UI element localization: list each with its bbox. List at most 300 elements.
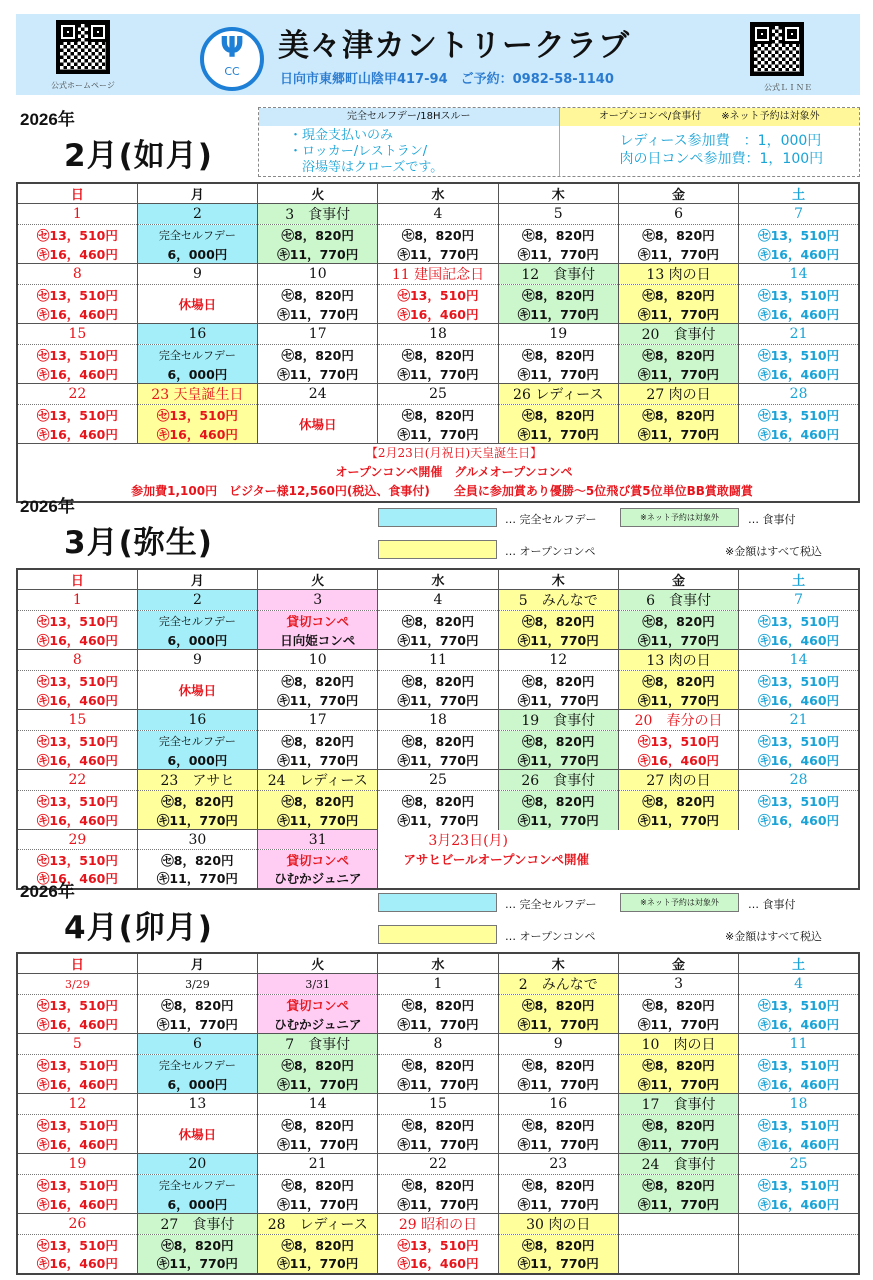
closed-day: 休場日: [137, 1115, 257, 1154]
day-cell-date[interactable]: 19: [498, 324, 618, 345]
self-cart-price: ㋝13，510円: [17, 345, 137, 365]
day-cell-date[interactable]: 8: [17, 264, 137, 285]
self-cart-price: ㋝8，820円: [618, 611, 738, 631]
self-day-label: 完全セルフデー: [137, 731, 257, 751]
self-cart-price: ㋝13，510円: [378, 1235, 498, 1255]
day-cell-date[interactable]: 18: [378, 710, 498, 731]
week-row: [17, 204, 859, 225]
weekday-header: 日: [17, 953, 137, 974]
caddie-price: ㋖11，770円: [498, 364, 618, 384]
month-title: 4月(卯月): [64, 910, 213, 946]
self-cart-price: ㋝13，510円: [17, 731, 137, 751]
caddie-price: ㋖16，460円: [17, 750, 137, 770]
caddie-price: ㋖11，770円: [618, 1194, 738, 1214]
self-cart-price: ㋝13，510円: [739, 1055, 859, 1075]
day-cell-date[interactable]: 8: [378, 1034, 498, 1055]
day-cell-date[interactable]: 28: [739, 770, 859, 791]
week-row: [17, 324, 859, 345]
self-day-price: 6，000円: [137, 1074, 257, 1094]
caddie-price: ㋖16，460円: [739, 364, 859, 384]
self-cart-price: ㋝13，510円: [17, 225, 137, 245]
day-cell-date[interactable]: 25: [378, 770, 498, 791]
self-cart-price: ㋝8，820円: [498, 1055, 618, 1075]
self-cart-price: ㋝8，820円: [378, 1175, 498, 1195]
day-cell-date[interactable]: 14: [739, 264, 859, 285]
self-cart-price: ㋝8，820円: [258, 345, 378, 365]
day-cell-date[interactable]: 3: [618, 974, 738, 995]
week-row: [17, 384, 859, 405]
self-cart-price: ㋝13，510円: [739, 225, 859, 245]
day-cell-date[interactable]: 17 食事付: [618, 1094, 738, 1115]
caddie-price: ㋖11，770円: [378, 1134, 498, 1154]
day-cell-date[interactable]: 29: [17, 830, 137, 850]
caddie-price: ㋖11，770円: [498, 810, 618, 830]
day-cell-date[interactable]: 15: [378, 1094, 498, 1115]
day-cell-date[interactable]: 13 肉の日: [618, 650, 738, 671]
weekday-header: 木: [498, 953, 618, 974]
self-cart-price: ㋝8，820円: [498, 225, 618, 245]
self-cart-price: ㋝8，820円: [498, 345, 618, 365]
day-cell-date[interactable]: 20 春分の日: [618, 710, 738, 731]
self-cart-price: ㋝13，510円: [17, 791, 137, 811]
weekday-header: 金: [618, 183, 738, 204]
day-cell-date[interactable]: 2: [137, 590, 257, 611]
day-cell-date[interactable]: 3/29: [137, 974, 257, 995]
event-note-date: 3月23日(月): [428, 832, 508, 849]
caddie-price: ㋖16，460円: [739, 810, 859, 830]
legend-open-swatch: [378, 540, 497, 559]
self-cart-price: ㋝13，510円: [17, 405, 137, 425]
week-row: [17, 1034, 859, 1055]
caddie-price: ㋖11，770円: [378, 750, 498, 770]
self-cart-price: ㋝8，820円: [378, 731, 498, 751]
club-address: 日向市東郷町山陰甲417-94 ご予約：0982-58-1140: [280, 72, 614, 87]
day-cell-date[interactable]: 9: [498, 1034, 618, 1055]
self-cart-price: ㋝13，510円: [618, 731, 738, 751]
legend-meal-swatch: ※ネット予約は対象外: [620, 508, 739, 527]
day-cell-date[interactable]: 7: [739, 590, 859, 611]
day-cell-date[interactable]: 23 アサヒ: [137, 770, 257, 791]
day-cell-date[interactable]: 30 肉の日: [498, 1214, 618, 1235]
year-label: 2026年: [20, 882, 75, 901]
week-row: [17, 830, 859, 850]
caddie-price: ㋖11，770円: [378, 244, 498, 264]
club-logo: [200, 27, 264, 91]
caddie-price: ㋖11，770円: [618, 304, 738, 324]
day-cell-date[interactable]: 1: [17, 590, 137, 611]
caddie-price: ㋖11，770円: [618, 244, 738, 264]
self-cart-price: ㋝8，820円: [258, 671, 378, 691]
day-cell-date[interactable]: 14: [258, 1094, 378, 1115]
caddie-price: ㋖11，770円: [498, 690, 618, 710]
day-cell-date[interactable]: 10 肉の日: [618, 1034, 738, 1055]
self-cart-price: ㋝13，510円: [739, 671, 859, 691]
day-cell-date[interactable]: 4: [378, 204, 498, 225]
meat-day-fee: 肉の日コンペ参加費：1，100円: [619, 151, 824, 167]
day-cell-date[interactable]: 16: [498, 1094, 618, 1115]
self-cart-price: ㋝8，820円: [618, 1055, 738, 1075]
self-cart-price: ㋝8，820円: [498, 731, 618, 751]
caddie-price: ㋖11，770円: [498, 1074, 618, 1094]
day-cell-date[interactable]: 12: [498, 650, 618, 671]
self-cart-price: ㋝8，820円: [137, 791, 257, 811]
day-cell-date[interactable]: 11: [378, 650, 498, 671]
day-cell-date[interactable]: 30: [137, 830, 257, 850]
event-detail: 日向姫コンペ: [258, 630, 378, 650]
self-cart-price: ㋝8，820円: [618, 225, 738, 245]
weekday-header: 火: [258, 953, 378, 974]
day-cell-date[interactable]: 1: [378, 974, 498, 995]
caddie-price: ㋖11，770円: [378, 1194, 498, 1214]
caddie-price: ㋖11，770円: [618, 810, 738, 830]
logo-text: CC: [224, 65, 240, 78]
weekday-header: 日: [17, 569, 137, 590]
self-cart-price: ㋝8，820円: [498, 1235, 618, 1255]
caddie-price: ㋖11，770円: [137, 810, 257, 830]
caddie-price: ㋖11，770円: [498, 244, 618, 264]
day-cell-date[interactable]: 26: [17, 1214, 137, 1235]
note-event: オープンコンペ開催 グルメオープンコンペ: [335, 465, 573, 479]
trident-icon: Ψ: [220, 31, 244, 64]
self-cart-price: ㋝8，820円: [618, 671, 738, 691]
month-title: 3月(弥生): [64, 525, 213, 561]
caddie-price: ㋖11，770円: [258, 1254, 378, 1274]
self-cart-price: ㋝8，820円: [137, 850, 257, 870]
day-cell-date[interactable]: 13 肉の日: [618, 264, 738, 285]
day-cell-date[interactable]: 21: [258, 1154, 378, 1175]
day-cell-date[interactable]: 24 食事付: [618, 1154, 738, 1175]
self-cart-price: ㋝8，820円: [258, 731, 378, 751]
caddie-price: ㋖11，770円: [258, 1074, 378, 1094]
day-cell-date[interactable]: 31: [258, 830, 378, 850]
day-cell-date[interactable]: 18: [739, 1094, 859, 1115]
self-cart-price: ㋝8，820円: [618, 345, 738, 365]
self-cart-price: ㋝13，510円: [739, 405, 859, 425]
day-cell-date[interactable]: 26 食事付: [498, 770, 618, 791]
self-cart-price: ㋝8，820円: [618, 285, 738, 305]
info-box: [258, 107, 860, 177]
legend-meal-label: … 食事付: [748, 513, 796, 526]
closed-day: 休場日: [258, 405, 378, 444]
weekday-header: 火: [258, 183, 378, 204]
day-cell-date[interactable]: 24 レディース: [258, 770, 378, 791]
caddie-price: ㋖16，460円: [739, 1194, 859, 1214]
caddie-price: ㋖11，770円: [498, 424, 618, 444]
caddie-price: ㋖11，770円: [498, 304, 618, 324]
caddie-price: ㋖11，770円: [258, 1134, 378, 1154]
caddie-price: ㋖16，460円: [17, 1194, 137, 1214]
caddie-price: ㋖11，770円: [618, 424, 738, 444]
self-cart-price: ㋝13，510円: [17, 850, 137, 870]
day-cell-date[interactable]: 9: [137, 650, 257, 671]
event-detail: ひむかジュニア: [258, 1014, 378, 1034]
caddie-price: ㋖16，460円: [739, 244, 859, 264]
self-cart-price: ㋝8，820円: [258, 1175, 378, 1195]
tax-note: ※金額はすべて税込: [725, 545, 822, 558]
self-cart-price: ㋝13，510円: [17, 611, 137, 631]
week-row: [17, 264, 859, 285]
day-cell-date[interactable]: 18: [378, 324, 498, 345]
caddie-price: ㋖16，460円: [17, 869, 137, 889]
day-cell-date[interactable]: 28: [739, 384, 859, 405]
caddie-price: ㋖16，460円: [618, 750, 738, 770]
line-qr-label: 公式ＬＩＮＥ: [764, 83, 812, 92]
self-day-price: 6，000円: [137, 364, 257, 384]
legend-self-swatch: [378, 508, 497, 527]
day-cell-date[interactable]: 7 食事付: [258, 1034, 378, 1055]
weekday-header: 土: [739, 953, 859, 974]
line-qr-code[interactable]: [750, 22, 804, 76]
self-cart-price: ㋝13，510円: [739, 1175, 859, 1195]
day-cell-date[interactable]: 4: [739, 974, 859, 995]
caddie-price: ㋖11，770円: [378, 364, 498, 384]
caddie-price: ㋖16，460円: [17, 1254, 137, 1274]
self-cart-price: ㋝13，510円: [739, 611, 859, 631]
self-day-price: 6，000円: [137, 750, 257, 770]
self-day-header: 完全セルフデー/18Hスルー: [259, 108, 559, 126]
self-day-note: 浴場等はクローズです。: [289, 160, 444, 175]
day-cell-date[interactable]: 21: [739, 710, 859, 731]
self-cart-price: ㋝8，820円: [378, 671, 498, 691]
day-cell-date[interactable]: 5: [498, 204, 618, 225]
caddie-price: ㋖11，770円: [258, 304, 378, 324]
day-cell-date[interactable]: 10: [258, 264, 378, 285]
day-cell-date[interactable]: 27 肉の日: [618, 770, 738, 791]
weekday-header: 木: [498, 183, 618, 204]
day-cell-date[interactable]: 27 肉の日: [618, 384, 738, 405]
caddie-price: ㋖11，770円: [378, 1014, 498, 1034]
day-cell-date[interactable]: 1: [17, 204, 137, 225]
self-day-note: ・現金支払いのみ: [289, 128, 394, 143]
day-cell-date[interactable]: 17: [258, 324, 378, 345]
caddie-price: ㋖16，460円: [739, 1134, 859, 1154]
caddie-price: ㋖11，770円: [498, 1134, 618, 1154]
day-cell-date[interactable]: 28 レディース: [258, 1214, 378, 1235]
self-day-price: 6，000円: [137, 630, 257, 650]
self-cart-price: ㋝13，510円: [739, 791, 859, 811]
event-name: 貸切コンペ: [258, 611, 378, 631]
empty-cell: [618, 1235, 738, 1255]
self-cart-price: ㋝8，820円: [258, 285, 378, 305]
caddie-price: ㋖16，460円: [739, 630, 859, 650]
week-row: [17, 650, 859, 671]
blank: [378, 869, 859, 889]
day-cell-date[interactable]: 14: [739, 650, 859, 671]
day-cell-date[interactable]: 25: [378, 384, 498, 405]
self-cart-price: ㋝8，820円: [498, 671, 618, 691]
day-cell-date[interactable]: 23 天皇誕生日: [137, 384, 257, 405]
day-cell-date[interactable]: 3/31: [258, 974, 378, 995]
tax-note: ※金額はすべて税込: [725, 930, 822, 943]
note-fee: 参加費1,100円 ビジター様12,560円(税込、食事付) 全員に参加賞あり優勝～5位飛び賞5位単位BB賞敢闘賞: [131, 484, 753, 498]
day-cell-date[interactable]: 7: [739, 204, 859, 225]
caddie-price: ㋖11，770円: [258, 750, 378, 770]
self-cart-price: ㋝8，820円: [498, 1175, 618, 1195]
self-cart-price: ㋝8，820円: [137, 995, 257, 1015]
year-label: 2026年: [20, 497, 75, 516]
day-cell-date[interactable]: 6: [618, 204, 738, 225]
self-day-label: 完全セルフデー: [137, 345, 257, 365]
self-cart-price: ㋝8，820円: [618, 791, 738, 811]
day-cell-date[interactable]: 23: [498, 1154, 618, 1175]
empty-cell: [618, 1254, 738, 1274]
caddie-price: ㋖16，460円: [137, 424, 257, 444]
self-cart-price: ㋝8，820円: [378, 1115, 498, 1135]
day-cell-date[interactable]: 19 食事付: [498, 710, 618, 731]
year-label: 2026年: [20, 110, 75, 129]
week-row: [17, 974, 859, 995]
caddie-price: ㋖11，770円: [258, 1194, 378, 1214]
calendar-1: [16, 568, 860, 890]
self-day-label: 完全セルフデー: [137, 1055, 257, 1075]
legend-meal-swatch: ※ネット予約は対象外: [620, 893, 739, 912]
self-cart-price: ㋝8，820円: [498, 995, 618, 1015]
day-cell-date[interactable]: 26 レディース: [498, 384, 618, 405]
day-cell-date[interactable]: 6 食事付: [618, 590, 738, 611]
self-cart-price: ㋝8，820円: [498, 285, 618, 305]
day-cell-date[interactable]: 6: [137, 1034, 257, 1055]
caddie-price: ㋖16，460円: [739, 690, 859, 710]
self-cart-price: ㋝8，820円: [618, 1175, 738, 1195]
day-cell-date[interactable]: 16: [137, 324, 257, 345]
calendar-0: [16, 182, 860, 503]
day-cell-date[interactable]: 22: [378, 1154, 498, 1175]
weekday-header: 水: [378, 953, 498, 974]
self-cart-price: ㋝13，510円: [17, 671, 137, 691]
day-cell-date[interactable]: 24: [258, 384, 378, 405]
week-row: [17, 1214, 859, 1235]
caddie-price: ㋖16，460円: [739, 1074, 859, 1094]
self-day-label: 完全セルフデー: [137, 225, 257, 245]
caddie-price: ㋖11，770円: [618, 690, 738, 710]
day-cell-date[interactable]: 16: [137, 710, 257, 731]
week-row: [17, 1154, 859, 1175]
homepage-qr-code[interactable]: [56, 20, 110, 74]
day-cell-date[interactable]: 8: [17, 650, 137, 671]
self-cart-price: ㋝13，510円: [137, 405, 257, 425]
day-cell-date[interactable]: 12: [17, 1094, 137, 1115]
caddie-price: ㋖16，460円: [17, 1134, 137, 1154]
caddie-price: ㋖11，770円: [258, 690, 378, 710]
homepage-qr-label: 公式ホームページ: [51, 81, 115, 90]
day-cell-date[interactable]: 27 食事付: [137, 1214, 257, 1235]
event-name: 貸切コンペ: [258, 850, 378, 870]
day-cell-date[interactable]: 29 昭和の日: [378, 1214, 498, 1235]
calendar-2: [16, 952, 860, 1275]
self-cart-price: ㋝8，820円: [498, 1115, 618, 1135]
day-cell-date[interactable]: 5: [17, 1034, 137, 1055]
caddie-price: ㋖11，770円: [137, 869, 257, 889]
self-cart-price: ㋝8，820円: [378, 405, 498, 425]
self-cart-price: ㋝8，820円: [378, 995, 498, 1015]
self-cart-price: ㋝8，820円: [378, 791, 498, 811]
day-cell-date[interactable]: 11: [739, 1034, 859, 1055]
self-cart-price: ㋝8，820円: [258, 1055, 378, 1075]
self-day-price: 6，000円: [137, 1194, 257, 1214]
self-cart-price: ㋝13，510円: [17, 285, 137, 305]
week-row: [17, 1094, 859, 1115]
weekday-header: 木: [498, 569, 618, 590]
day-cell-date[interactable]: 15: [17, 324, 137, 345]
legend-self-swatch: [378, 893, 497, 912]
self-day-note: ・ロッカー/レストラン/: [289, 144, 428, 159]
caddie-price: ㋖16，460円: [17, 424, 137, 444]
caddie-price: ㋖16，460円: [17, 1074, 137, 1094]
caddie-price: ㋖11，770円: [498, 1194, 618, 1214]
caddie-price: ㋖16，460円: [739, 424, 859, 444]
day-cell-date[interactable]: 21: [739, 324, 859, 345]
day-cell-date[interactable]: 9: [137, 264, 257, 285]
weekday-header: 金: [618, 569, 738, 590]
caddie-price: ㋖11，770円: [378, 630, 498, 650]
empty-cell: [739, 1235, 859, 1255]
day-cell-date[interactable]: [618, 1214, 738, 1235]
caddie-price: ㋖11，770円: [137, 1254, 257, 1274]
day-cell-date[interactable]: 2: [137, 204, 257, 225]
day-cell-date[interactable]: 10: [258, 650, 378, 671]
self-day-label: 完全セルフデー: [137, 611, 257, 631]
day-cell-date[interactable]: 11 建国記念日: [378, 264, 498, 285]
day-cell-date[interactable]: 22: [17, 384, 137, 405]
open-compe-header: オープンコンペ/食事付 ※ネット予約は対象外: [560, 108, 860, 126]
day-cell-date[interactable]: 20: [137, 1154, 257, 1175]
day-cell-date[interactable]: 25: [739, 1154, 859, 1175]
day-cell-date[interactable]: 3: [258, 590, 378, 611]
day-cell-date[interactable]: [739, 1214, 859, 1235]
weekday-header: 月: [137, 183, 257, 204]
day-cell-date[interactable]: 19: [17, 1154, 137, 1175]
day-cell-date[interactable]: 13: [137, 1094, 257, 1115]
caddie-price: ㋖16，460円: [17, 304, 137, 324]
self-cart-price: ㋝8，820円: [258, 225, 378, 245]
self-cart-price: ㋝8，820円: [498, 611, 618, 631]
week-row: [17, 590, 859, 611]
caddie-price: ㋖11，770円: [258, 244, 378, 264]
event-name: 貸切コンペ: [258, 995, 378, 1015]
legend-self-label: … 完全セルフデー: [505, 898, 597, 911]
day-cell-date[interactable]: 12 食事付: [498, 264, 618, 285]
event-detail: ひむかジュニア: [258, 869, 378, 889]
day-cell-date[interactable]: 3 食事付: [258, 204, 378, 225]
day-cell-date[interactable]: 17: [258, 710, 378, 731]
caddie-price: ㋖11，770円: [618, 1014, 738, 1034]
self-cart-price: ㋝13，510円: [378, 285, 498, 305]
day-cell-date[interactable]: 22: [17, 770, 137, 791]
day-cell-date[interactable]: 15: [17, 710, 137, 731]
caddie-price: ㋖11，770円: [618, 1134, 738, 1154]
caddie-price: ㋖16，460円: [17, 1014, 137, 1034]
day-cell-date[interactable]: 20 食事付: [618, 324, 738, 345]
legend-open-swatch: [378, 925, 497, 944]
self-cart-price: ㋝13，510円: [739, 731, 859, 751]
day-cell-date[interactable]: 2 みんなで: [498, 974, 618, 995]
caddie-price: ㋖11，770円: [618, 630, 738, 650]
weekday-header: 土: [739, 569, 859, 590]
day-cell-date[interactable]: 5 みんなで: [498, 590, 618, 611]
legend-meal-label: … 食事付: [748, 898, 796, 911]
caddie-price: ㋖16，460円: [739, 750, 859, 770]
caddie-price: ㋖11，770円: [618, 1074, 738, 1094]
caddie-price: ㋖16，460円: [739, 304, 859, 324]
empty-cell: [739, 1254, 859, 1274]
weekday-header: 土: [739, 183, 859, 204]
self-cart-price: ㋝13，510円: [739, 285, 859, 305]
self-day-price: 6，000円: [137, 244, 257, 264]
day-cell-date[interactable]: 3/29: [17, 974, 137, 995]
caddie-price: ㋖11，770円: [378, 810, 498, 830]
day-cell-date[interactable]: 4: [378, 590, 498, 611]
self-cart-price: ㋝8，820円: [258, 1235, 378, 1255]
